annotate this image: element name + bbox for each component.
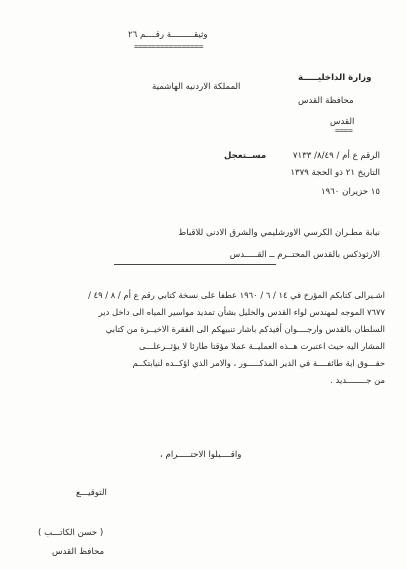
date-hijri: التاريخ ٢١ ذو الحجة ١٣٧٩ bbox=[290, 168, 380, 178]
ministry-name: وزارة الداخليـــــة bbox=[298, 73, 372, 83]
addressee-line-1: نيابة مطـران الكرسي الاورشليمي والشرق الادنى للاقباط bbox=[178, 228, 380, 238]
document-number: وثيقـــــــــة رقــــم ٢٦ bbox=[128, 30, 208, 40]
signature-label: التوقيـــع bbox=[76, 488, 107, 498]
body-line: من جــــــــديد . bbox=[330, 375, 385, 385]
body-line: اشـيرالى كتابكم المؤرخ في ١٤ / ٦ / ١٩٦٠ عطفا على نسخة كتابي رقم ع أم / ٨ / ٤٩ / bbox=[88, 290, 385, 300]
body-line: المشار اليه حيث اعتبرت هــذه العمليــة عملا مؤقتا طارئا لا يؤثــرعلـــى bbox=[139, 341, 385, 351]
closing-line: واقــــبلوا الاحتـــــرام ، bbox=[160, 450, 242, 460]
city-rule: ==== bbox=[335, 126, 353, 135]
body-line: السلطان بالقدس وارجــــوان أفيدكم باشار تنبيهكم الى الفقرة الاخيــرة من كتابي bbox=[105, 324, 385, 334]
document-number-rule: ================ bbox=[134, 42, 204, 51]
city-name: القدس bbox=[330, 117, 355, 127]
signer-title: محافظ القدس bbox=[52, 547, 105, 557]
signer-name: ( حسن الكاتـــب ) bbox=[38, 528, 104, 538]
body-line: ٧٦٧٧ الموجه لمهندس لواء القدس والخليل بشأن تمديد مواسير المياه الى داخل دير bbox=[98, 307, 385, 317]
kingdom-name: المملكة الاردنيه الهاشمية bbox=[152, 82, 241, 92]
body-line: حقـــوق اية طائفــــة في الدير المذكـــــور ، والامر الذي اؤكــده لنيابتكــم bbox=[132, 358, 385, 368]
reference-number: الرقم ع أم / ٨/٤٩/ ٧١٣٣ bbox=[292, 151, 380, 161]
date-gregorian: ١٥ حزيران ١٩٦٠ bbox=[320, 187, 380, 197]
governorate-name: محافظة القدس bbox=[298, 96, 354, 106]
addressee-underline bbox=[114, 264, 276, 265]
addressee-line-2: الارثوذكس بالقدس المحتــرم ــ القـــــدس bbox=[229, 250, 380, 260]
urgent-label: مســتعجل bbox=[224, 151, 267, 161]
